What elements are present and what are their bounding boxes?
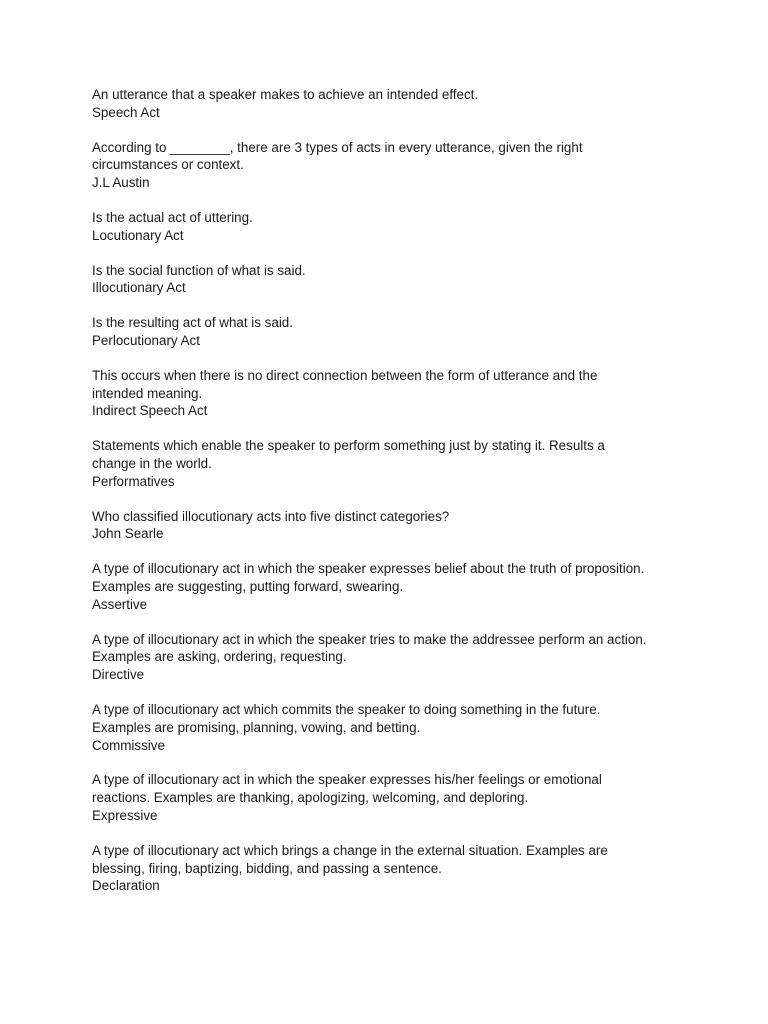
flashcard <box>92 771 652 824</box>
question-text: A type of illocutionary act which brings a change in the external situation. Examples are blessing, firing, baptizing, bidding, and passing a sentence. <box>92 842 608 876</box>
flashcard <box>92 560 652 613</box>
question-text: A type of illocutionary act in which the speaker tries to make the addressee perform an action. Examples are asking, ordering, requesting. <box>92 631 647 665</box>
flashcard <box>92 508 652 544</box>
question-text: According to ________, there are 3 types of acts in every utterance, given the right circumstances or context. <box>92 139 583 173</box>
flashcard <box>92 139 652 192</box>
question-text: This occurs when there is no direct connection between the form of utterance and the intended meaning. <box>92 367 598 401</box>
question-text: Statements which enable the speaker to perform something just by stating it. Results a change in the world. <box>92 438 605 471</box>
flashcard <box>92 262 652 298</box>
answer-text: Indirect Speech Act <box>92 403 208 419</box>
flashcard <box>92 437 652 490</box>
question-text: Who classified illocutionary acts into five distinct categories? <box>92 508 450 524</box>
answer-text: Performatives <box>92 473 175 489</box>
flashcard <box>92 314 652 350</box>
answer-text: Illocutionary Act <box>92 280 186 296</box>
answer-text: Assertive <box>92 596 148 612</box>
answer-text: John Searle <box>92 526 164 542</box>
answer-text: Commissive <box>92 737 165 753</box>
flashcard <box>92 367 652 420</box>
flashcard <box>92 209 652 245</box>
answer-text: Directive <box>92 667 145 683</box>
answer-text: Speech Act <box>92 104 160 120</box>
flashcard <box>92 86 652 122</box>
flashcard <box>92 842 652 895</box>
question-text: Is the social function of what is said. <box>92 262 306 278</box>
flashcard <box>92 631 652 684</box>
question-text: Is the resulting act of what is said. <box>92 315 293 331</box>
answer-text: J.L Austin <box>92 175 150 191</box>
question-text: A type of illocutionary act in which the speaker expresses his/her feelings or emotional reactions. Examples are thanking, apologizing, welcoming, and deploring. <box>92 772 602 806</box>
flashcard <box>92 701 652 754</box>
document-page <box>92 86 652 912</box>
answer-text: Perlocutionary Act <box>92 332 200 348</box>
question-text: A type of illocutionary act which commits the speaker to doing something in the future. Examples are promising, planning, vowing, and betting. <box>92 701 601 735</box>
question-text: An utterance that a speaker makes to achieve an intended effect. <box>92 87 479 102</box>
answer-text: Locutionary Act <box>92 227 184 243</box>
answer-text: Expressive <box>92 807 158 823</box>
question-text: Is the actual act of uttering. <box>92 209 253 225</box>
question-text: A type of illocutionary act in which the speaker expresses belief about the truth of proposition. Examples are suggesting, putting forward, swearing. <box>92 561 645 594</box>
answer-text: Declaration <box>92 878 160 894</box>
